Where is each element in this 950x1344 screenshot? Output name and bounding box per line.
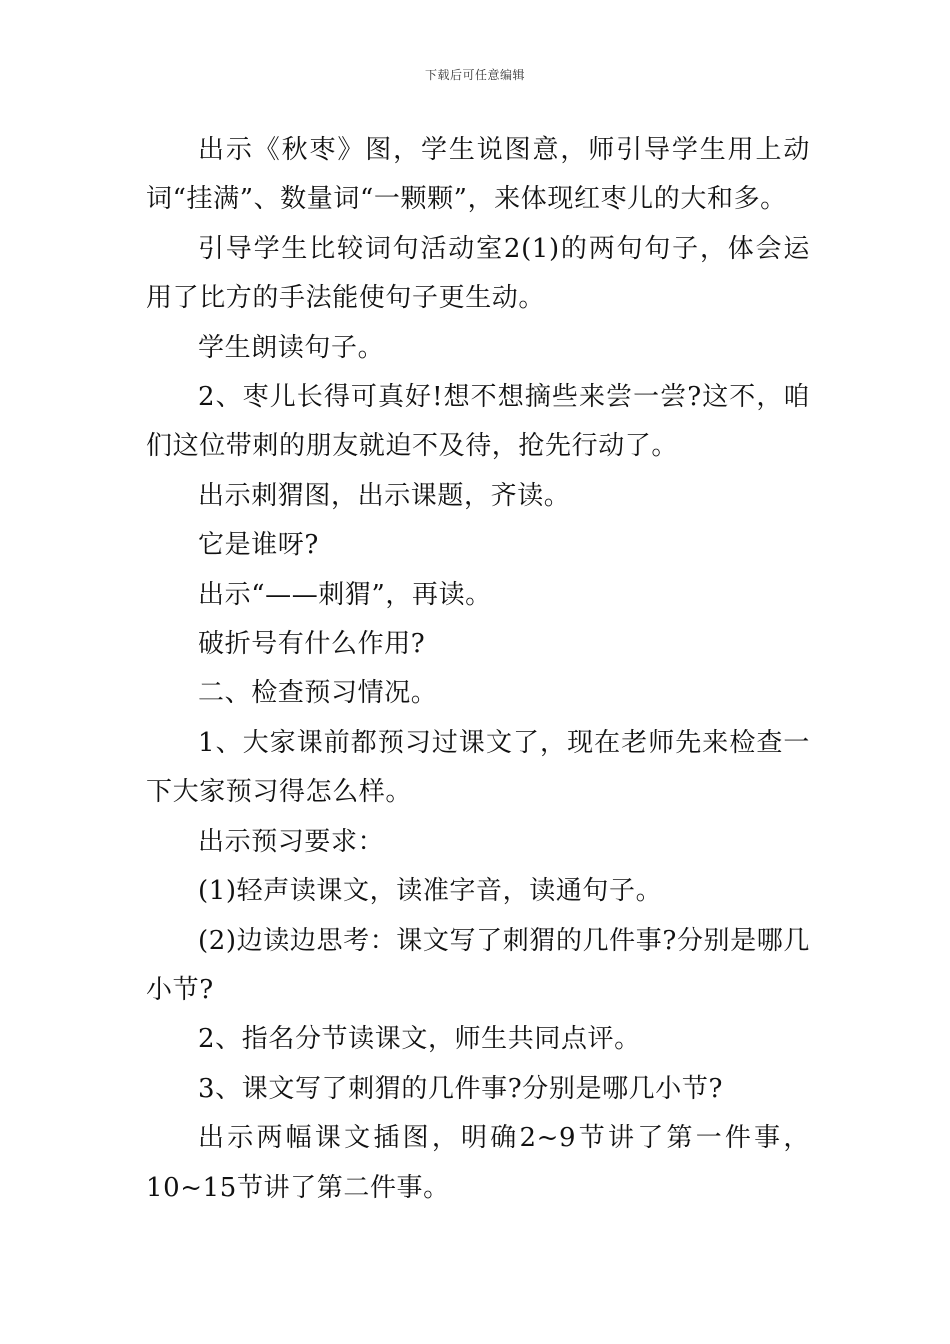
list-item: (1)轻声读课文，读准字音，读通句子。 bbox=[198, 876, 663, 907]
paragraph: 出示《秋枣》图，学生说图意，师引导学生用上动词“挂满”、数量词“一颗颗”，来体现红枣儿的大和多。 bbox=[146, 135, 810, 215]
section-heading: 二、检查预习情况。 bbox=[198, 678, 438, 709]
paragraph: 出示两幅课文插图，明确2~9节讲了第一件事，10~15节讲了第二件事。 bbox=[146, 1123, 810, 1203]
paragraph: 出示预习要求： bbox=[198, 826, 385, 857]
paragraph: 2、枣儿长得可真好!想不想摘些来尝一尝?这不，咱们这位带刺的朋友就迫不及待，抢先行动了。 bbox=[146, 382, 810, 462]
paragraph: 破折号有什么作用? bbox=[198, 629, 426, 660]
paragraph: 出示“——刺猬”，再读。 bbox=[198, 579, 492, 610]
page-header: 下载后可任意编辑 bbox=[424, 68, 525, 82]
paragraph: 1、大家课前都预习过课文了，现在老师先来检查一下大家预习得怎么样。 bbox=[146, 727, 810, 808]
paragraph: 学生朗读句子。 bbox=[198, 332, 385, 363]
list-item: (2)边读边思考：课文写了刺猬的几件事?分别是哪几小节? bbox=[146, 925, 810, 1005]
paragraph: 3、课文写了刺猬的几件事?分别是哪几小节? bbox=[198, 1073, 724, 1104]
paragraph: 2、指名分节读课文，师生共同点评。 bbox=[198, 1024, 641, 1055]
document-body bbox=[146, 126, 810, 1213]
paragraph: 引导学生比较词句活动室2(1)的两句句子，体会运用了比方的手法能使句子更生动。 bbox=[146, 233, 810, 314]
paragraph: 它是谁呀? bbox=[198, 530, 319, 561]
paragraph: 出示刺猬图，出示课题，齐读。 bbox=[198, 480, 571, 511]
